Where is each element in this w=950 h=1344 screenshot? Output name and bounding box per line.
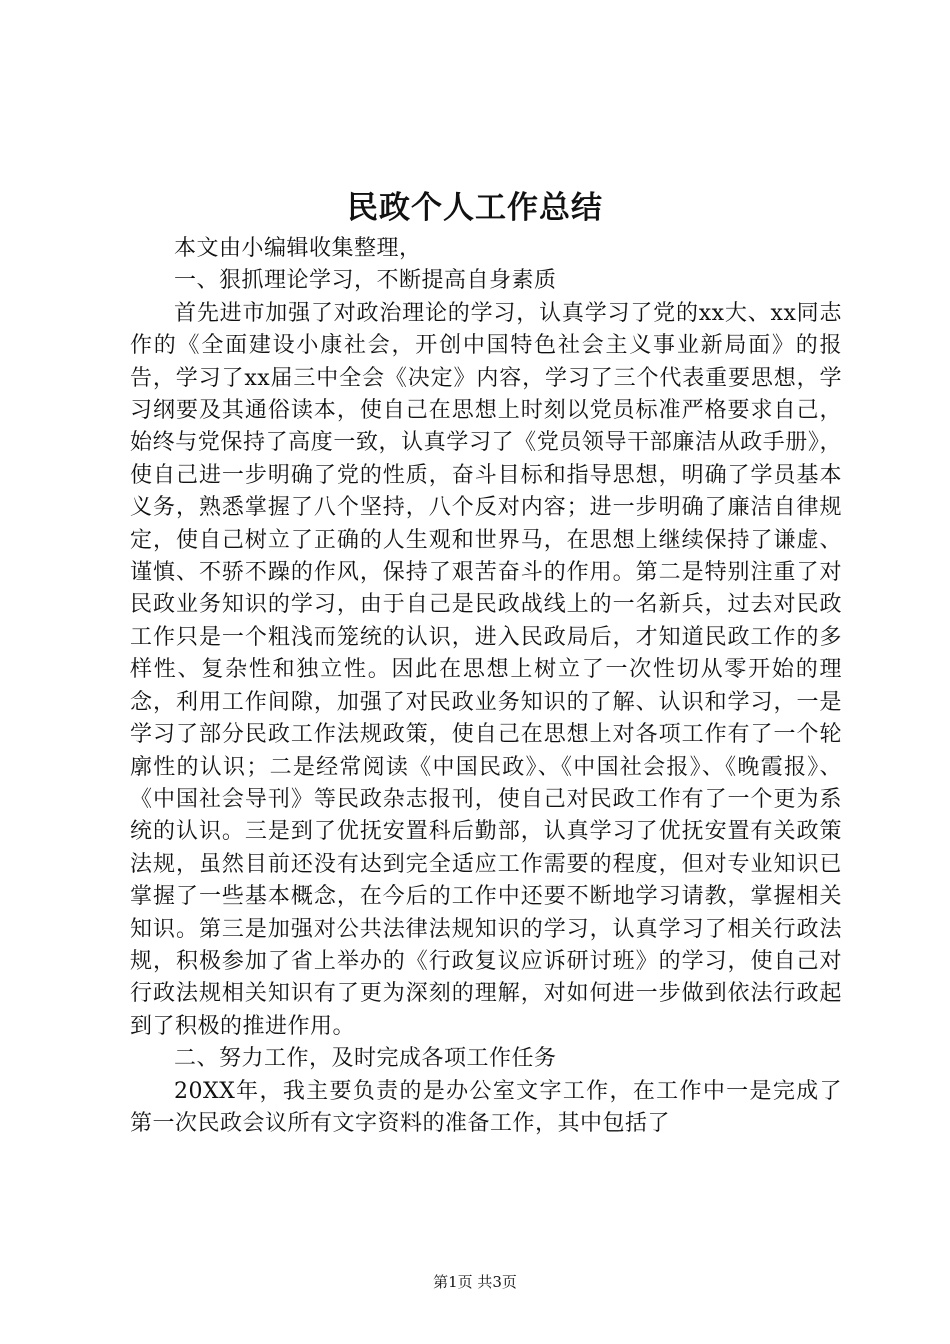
body-paragraph-1: 首先进市加强了对政治理论的学习，认真学习了党的xx大、xx同志作的《全面建设小康社会，开创中国特色社会主义事业新局面》的报告，学习了xx届三中全会《决定》内容，学习了三个代表重要思想，学习纲要及其通俗读本，使自己在思想上时刻以党员标准严格要求自己，始终与党保持了高度一致，认真学习了《党员领导干部廉洁从政手册》，使自己进一步明确了党的性质，奋斗目标和指导思想，明确了学员基本义务，熟悉掌握了八个坚持，八个反对内容；进一步明确了廉洁自律规定，使自己树立了正确的人生观和世界马，在思想上继续保持了谦虚、谨慎、不骄不躁的作风，保持了艰苦奋斗的作用。第二是特别注重了对民政业务知识的学习，由于自己是民政战线上的一名新兵，过去对民政工作只是一个粗浅而笼统的认识，进入民政局后，才知道民政工作的多样性、复杂性和独立性。因此在思想上树立了一次性切从零开始的理念，利用工作间隙，加强了对民政业务知识的了解、认识和学习，一是学习了部分民政工作法规政策，使自己在思想上对各项工作有了一个轮廓性的认识；二是经常阅读《中国民政》、《中国社会报》、《晚霞报》、《中国社会导刊》等民政杂志报刊，使自己对民政工作有了一个更为系统的认识。三是到了优抚安置科后勤部，认真学习了优抚安置有关政策法规，虽然目前还没有达到完全适应工作需要的程度，但对专业知识已掌握了一些基本概念，在今后的工作中还要不断地学习请教，掌握相关知识。第三是加强对公共法律法规知识的学习，认真学习了相关行政法规，积极参加了省上举办的《行政复议应诉研讨班》的学习，使自己对行政法规相关知识有了更为深刻的理解，对如何进一步做到依法行政起到了积极的推进作用。 — [130, 300, 842, 1039]
section-heading-2: 二、努力工作，及时完成各项工作任务 — [174, 1046, 557, 1072]
intro-paragraph: 本文由小编辑收集整理， — [174, 236, 422, 261]
document-body — [130, 233, 842, 1140]
page-number-footer: 第1页 共3页 — [433, 1273, 517, 1291]
section-heading-1: 一、狠抓理论学习，不断提高自身素质 — [174, 268, 557, 294]
body-paragraph-2: 20XX年，我主要负责的是办公室文字工作，在工作中一是完成了第一次民政会议所有文字资料的准备工作，其中包括了 — [130, 1078, 842, 1136]
document-title: 民政个人工作总结 — [347, 190, 603, 226]
